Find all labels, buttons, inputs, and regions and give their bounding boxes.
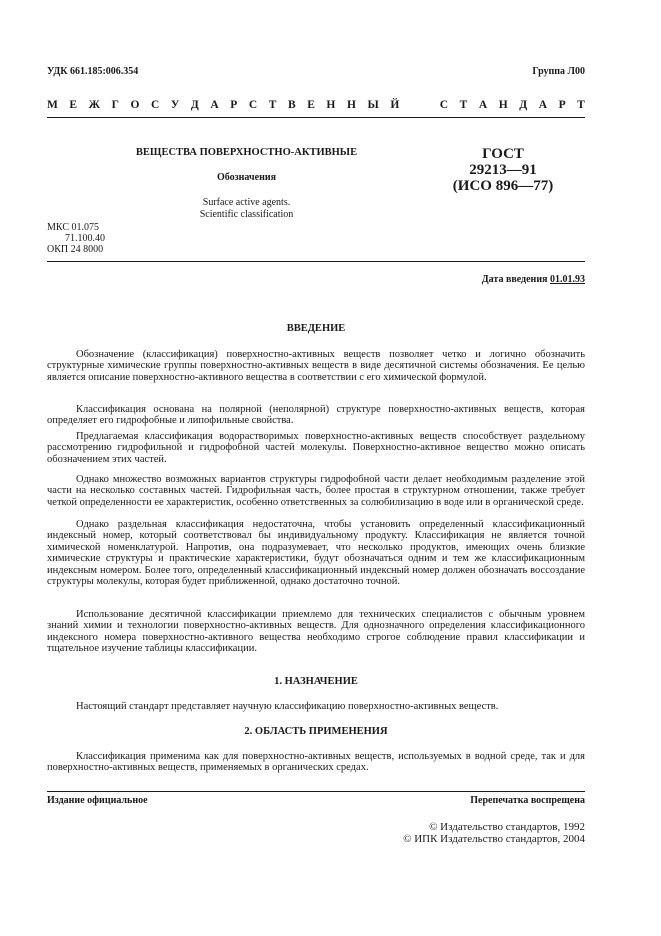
udk-code: УДК 661.185:006.354 (47, 66, 139, 77)
banner-letter: М (47, 99, 58, 111)
banner-letter: С (151, 99, 160, 111)
section2-text: Классификация применима как для поверхностно-активных веществ, используемых в водной среде, так и для поверхностно-активных веществ, применяемых в органических средах. (47, 751, 585, 774)
banner-letter: Р (558, 99, 566, 111)
banner-letter: О (130, 99, 140, 111)
english-title-line1: Surface active agents. (202, 197, 291, 208)
interstate-standard-banner (47, 99, 585, 111)
title-block-rule (47, 261, 585, 262)
banner-letter: Е (307, 99, 315, 111)
introduction-heading: ВВЕДЕНИЕ (286, 323, 346, 334)
banner-letter: Й (390, 99, 400, 111)
introduction-date (482, 274, 585, 285)
banner-letter: Р (230, 99, 238, 111)
banner-letter: А (538, 99, 547, 111)
section1-heading: 1. НАЗНАЧЕНИЕ (274, 676, 358, 687)
banner-letter: С (248, 99, 258, 111)
banner-gap (411, 99, 414, 111)
section2-heading: 2. ОБЛАСТЬ ПРИМЕНЕНИЯ (244, 726, 388, 737)
banner-letter: А (478, 99, 488, 111)
reprint-prohibited-label: Перепечатка воспрещена (470, 795, 585, 806)
banner-letter: У (170, 99, 180, 111)
banner-gap (425, 99, 428, 111)
banner-letter: Е (69, 99, 78, 111)
mks-code-line1: МКС 01.075 (47, 222, 99, 233)
group-code: Группа Л00 (532, 66, 585, 77)
banner-letter: Н (326, 99, 336, 111)
copyright-line2: © ИПК Издательство стандартов, 2004 (403, 833, 585, 845)
mks-code-line2: 71.100.40 (65, 233, 105, 244)
intro-paragraph: Обозначение (классификация) поверхностно-активных веществ позволяет четко и логично обозначить структурные химические группы поверхностно-активных веществ в виде десятичной системы обозначения. Ее целью является описание поверхностно-активного вещества в соответствии с его химической формулой. (47, 349, 585, 383)
footer-rule (47, 791, 585, 792)
banner-letter: Д (519, 99, 528, 111)
okp-code: ОКП 24 8000 (47, 244, 104, 255)
gost-number: 29213—91 (469, 162, 537, 178)
intro-paragraph: Использование десятичной классификации приемлемо для технических специалистов с обычным уровнем знаний химии и технологии поверхностно-активных веществ. Для однозначного определения классификационного индексного номера поверхностно-активного вещества необходимо строгое соблюдение правил классификации и тщательное изучение таблицы классификации. (47, 609, 585, 655)
banner-letter: А (210, 99, 219, 111)
english-title-line2: Scientific classification (199, 209, 294, 220)
standard-title: ВЕЩЕСТВА ПОВЕРХНОСТНО-АКТИВНЫЕ (135, 147, 358, 158)
intro-paragraph: Классификация основана на полярной (неполярной) структуре поверхностно-активных веществ, которая определяет его гидрофобные и липофильные свойства. (47, 404, 585, 427)
banner-letter: Ж (88, 99, 101, 111)
official-edition-label: Издание официальное (47, 795, 148, 806)
header-rule (47, 117, 585, 118)
banner-letter: Г (111, 99, 119, 111)
introduction-date-value: 01.01.93 (550, 274, 585, 285)
banner-letter: Ы (367, 99, 379, 111)
banner-letter: Д (190, 99, 199, 111)
intro-paragraph: Однако раздельная классификация недостаточна, чтобы установить определенный классификационный индексный номер, который соответствовал бы индивидуальному продукту. Классификация не является точной химической номенклатурой. Напротив, она подразумевает, что несколько продуктов, имеющих очень близкие химические структуры и практические характеристики, будут обозначаться одним и тем же классификационным индексным номером. Более того, определенный классификационный индексный номер должен обозначать воссоздание структуры молекулы, которая будет приближенной, однако достаточно точной. (47, 519, 585, 588)
intro-paragraph: Предлагаемая классификация водорастворимых поверхностно-активных веществ способствует раздельному рассмотрению гидрофильной и гидрофобной частей молекулы. Поверхностно-активное вещество можно описать обозначением этих частей. (47, 431, 585, 465)
iso-number: (ИСО 896—77) (452, 178, 554, 194)
banner-letter: Н (346, 99, 356, 111)
section1-text: Настоящий стандарт представляет научную классификацию поверхностно-активных веществ. (76, 701, 499, 712)
banner-letter: Т (577, 99, 585, 111)
banner-letter: Т (459, 99, 468, 111)
introduction-date-label: Дата введения (481, 274, 548, 285)
intro-paragraph: Однако множество возможных вариантов структуры гидрофобной части делает необходимым разделение этой части на несколько составных частей. Гидрофильная часть, более простая в структурном отношении, также требует четкой определенности ее характеристик, особенно ответственных за солюбилизацию в воде или в органической среде. (47, 474, 585, 508)
banner-letter: В (287, 99, 296, 111)
banner-letter: С (439, 99, 449, 111)
banner-letter: Т (268, 99, 277, 111)
gost-label: ГОСТ (482, 146, 524, 162)
standard-subtitle: Обозначения (216, 172, 277, 183)
banner-letter: Н (498, 99, 508, 111)
copyright-line1: © Издательство стандартов, 1992 (429, 821, 585, 833)
